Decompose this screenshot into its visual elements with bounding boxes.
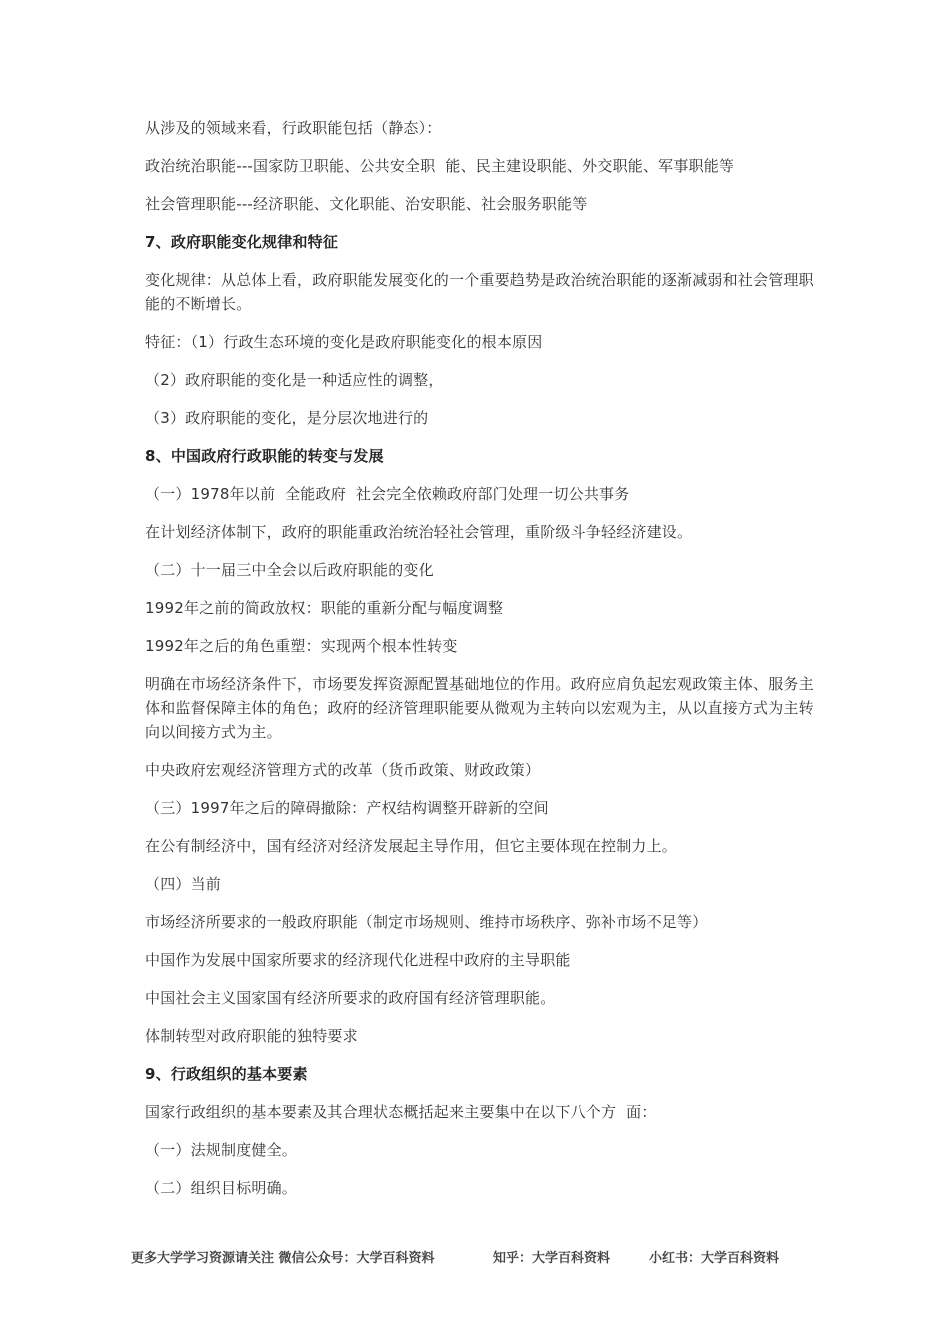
page-footer: [131, 1247, 831, 1266]
section-heading: 9、行政组织的基本要素: [145, 1065, 308, 1083]
section-heading: 8、中国政府行政职能的转变与发展: [145, 447, 384, 465]
paragraph: 国家行政组织的基本要素及其合理状态概括起来主要集中在以下八个方 面：: [145, 1103, 657, 1121]
paragraph: （2）政府职能的变化是一种适应性的调整，: [145, 371, 444, 389]
paragraph: 1992年之后的角色重塑：实现两个根本性转变: [145, 637, 458, 655]
paragraph: 1992年之前的简政放权：职能的重新分配与幅度调整: [145, 599, 504, 617]
paragraph: 社会管理职能---经济职能、文化职能、治安职能、社会服务职能等: [145, 195, 588, 213]
paragraph: （一）法规制度健全。: [145, 1141, 298, 1159]
paragraph: （一）1978年以前 全能政府 社会完全依赖政府部门处理一切公共事务: [145, 485, 630, 503]
paragraph: 中国作为发展中国家所要求的经济现代化进程中政府的主导职能: [145, 951, 571, 969]
paragraph: （二）组织目标明确。: [145, 1179, 298, 1197]
paragraph: （二）十一届三中全会以后政府职能的变化: [145, 561, 434, 579]
document-body: [145, 116, 815, 1214]
paragraph: 从涉及的领域来看，行政职能包括（静态）：: [145, 119, 442, 137]
paragraph: 市场经济所要求的一般政府职能（制定市场规则、维持市场秩序、弥补市场不足等）: [145, 913, 708, 931]
section-heading: 7、政府职能变化规律和特征: [145, 233, 339, 251]
footer-xiaohongshu-note: 小红书：大学百科资料: [649, 1251, 780, 1266]
paragraph: （3）政府职能的变化，是分层次地进行的: [145, 409, 429, 427]
paragraph: 特征：（1）行政生态环境的变化是政府职能变化的根本原因: [145, 333, 543, 351]
paragraph: （三）1997年之后的障碍撤除：产权结构调整开辟新的空间: [145, 799, 549, 817]
paragraph: 变化规律：从总体上看，政府职能发展变化的一个重要趋势是政治统治职能的逐渐减弱和社会管理职能的不断增长。: [145, 271, 814, 313]
paragraph: 体制转型对政府职能的独特要求: [145, 1027, 358, 1045]
paragraph: 在公有制经济中，国有经济对经济发展起主导作用，但它主要体现在控制力上。: [145, 837, 678, 855]
footer-wechat-note: 更多大学学习资源请关注 微信公众号：大学百科资料: [131, 1251, 435, 1266]
paragraph: 中国社会主义国家国有经济所要求的政府国有经济管理职能。: [145, 989, 556, 1007]
paragraph: 在计划经济体制下，政府的职能重政治统治轻社会管理，重阶级斗争轻经济建设。: [145, 523, 693, 541]
paragraph: 中央政府宏观经济管理方式的改革（货币政策、财政政策）: [145, 761, 541, 779]
paragraph: 政治统治职能---国家防卫职能、公共安全职 能、民主建设职能、外交职能、军事职能等: [145, 157, 735, 175]
paragraph: （四）当前: [145, 875, 222, 893]
footer-zhihu-note: 知乎：大学百科资料: [493, 1251, 611, 1266]
paragraph: 明确在市场经济条件下，市场要发挥资源配置基础地位的作用。政府应肩负起宏观政策主体、服务主体和监督保障主体的角色；政府的经济管理职能要从微观为主转向以宏观为主，从以直接方式为主转向以间接方式为主。: [145, 675, 814, 741]
